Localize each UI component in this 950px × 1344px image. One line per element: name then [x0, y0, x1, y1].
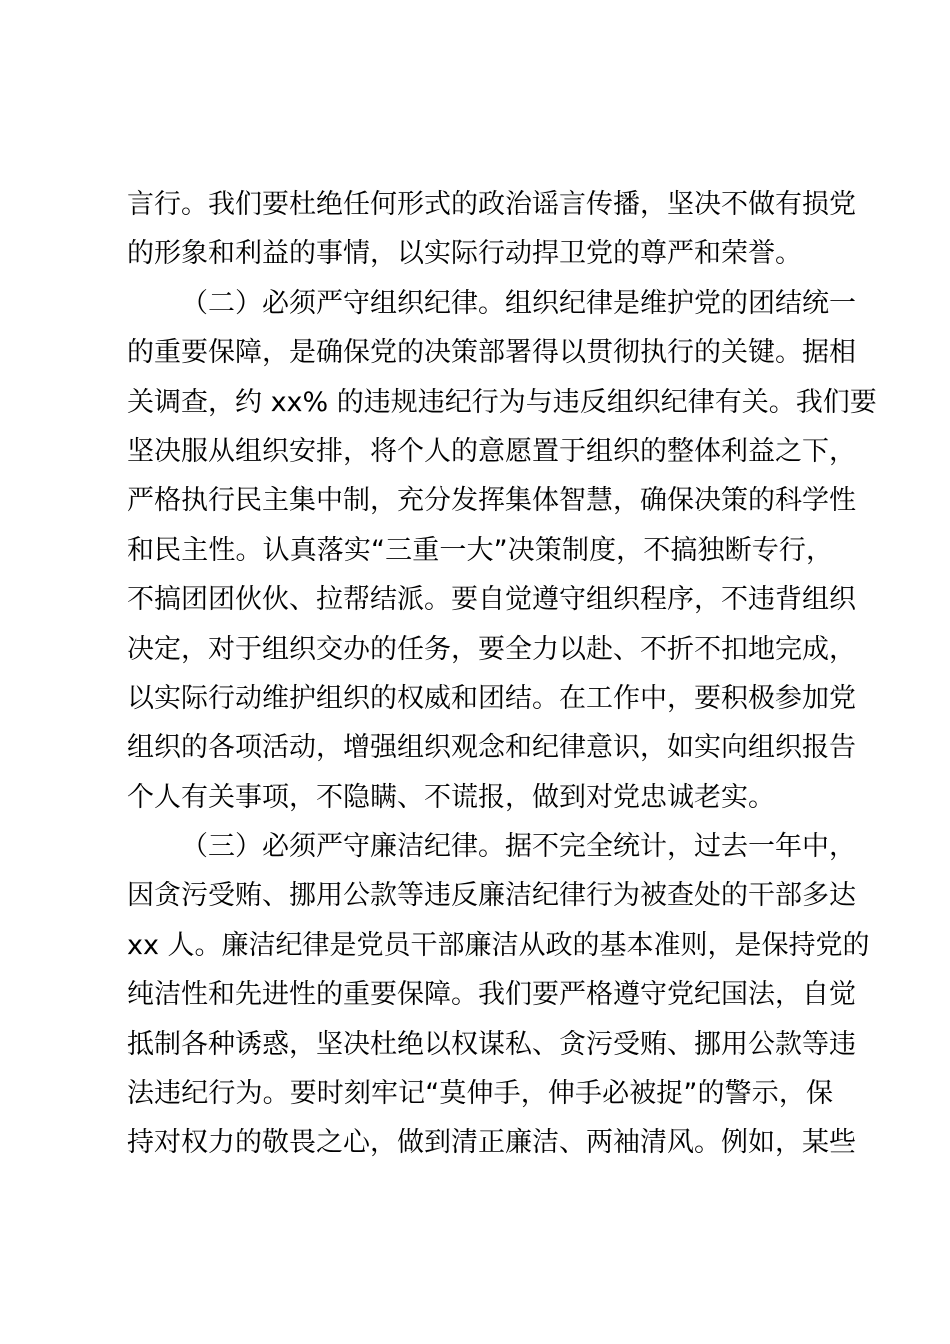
text-line: 不搞团团伙伙、拉帮结派。要自觉遵守组织程序，不违背组织 — [127, 584, 856, 616]
text-line: 抵制各种诱惑，坚决杜绝以权谋私、贪污受贿、挪用公款等违 — [127, 1028, 856, 1060]
text-line: 关调查，约 xx% 的违规违纪行为与违反组织纪律有关。我们要 — [127, 386, 877, 418]
text-line: 严格执行民主集中制，充分发挥集体智慧，确保决策的科学性 — [127, 485, 856, 517]
text-line: 言行。我们要杜绝任何形式的政治谣言传播，坚决不做有损党 — [127, 189, 856, 220]
text-line: 组织的各项活动，增强组织观念和纪律意识，如实向组织报告 — [127, 732, 856, 764]
text-line: 坚决服从组织安排，将个人的意愿置于组织的整体利益之下， — [127, 435, 856, 467]
text-line: 因贪污受贿、挪用公款等违反廉洁纪律行为被查处的干部多达 — [127, 880, 856, 912]
body-text — [127, 180, 877, 1168]
text-line: 持对权力的敬畏之心，做到清正廉洁、两袖清风。例如，某些 — [127, 1127, 856, 1159]
section-heading-line: （二）必须严守组织纪律。组织纪律是维护党的团结统一 — [181, 287, 856, 319]
text-line: 的重要保障，是确保党的决策部署得以贯彻执行的关键。据相 — [127, 337, 856, 369]
text-line: 法违纪行为。要时刻牢记“莫伸手，伸手必被捉”的警示，保 — [127, 1078, 833, 1110]
section-heading-line: （三）必须严守廉洁纪律。据不完全统计，过去一年中， — [181, 831, 856, 863]
text-line: xx 人。廉洁纪律是党员干部廉洁从政的基本准则，是保持党的 — [127, 929, 870, 961]
text-line: 以实际行动维护组织的权威和团结。在工作中，要积极参加党 — [127, 682, 856, 714]
text-line: 决定，对于组织交办的任务，要全力以赴、不折不扣地完成， — [127, 633, 856, 665]
text-line: 和民主性。认真落实“三重一大”决策制度，不搞独断专行， — [127, 534, 833, 566]
text-line: 个人有关事项，不隐瞒、不谎报，做到对党忠诚老实。 — [127, 781, 775, 813]
text-line: 的形象和利益的事情，以实际行动捍卫党的尊严和荣誉。 — [127, 238, 802, 270]
text-line: 纯洁性和先进性的重要保障。我们要严格遵守党纪国法，自觉 — [127, 979, 856, 1011]
